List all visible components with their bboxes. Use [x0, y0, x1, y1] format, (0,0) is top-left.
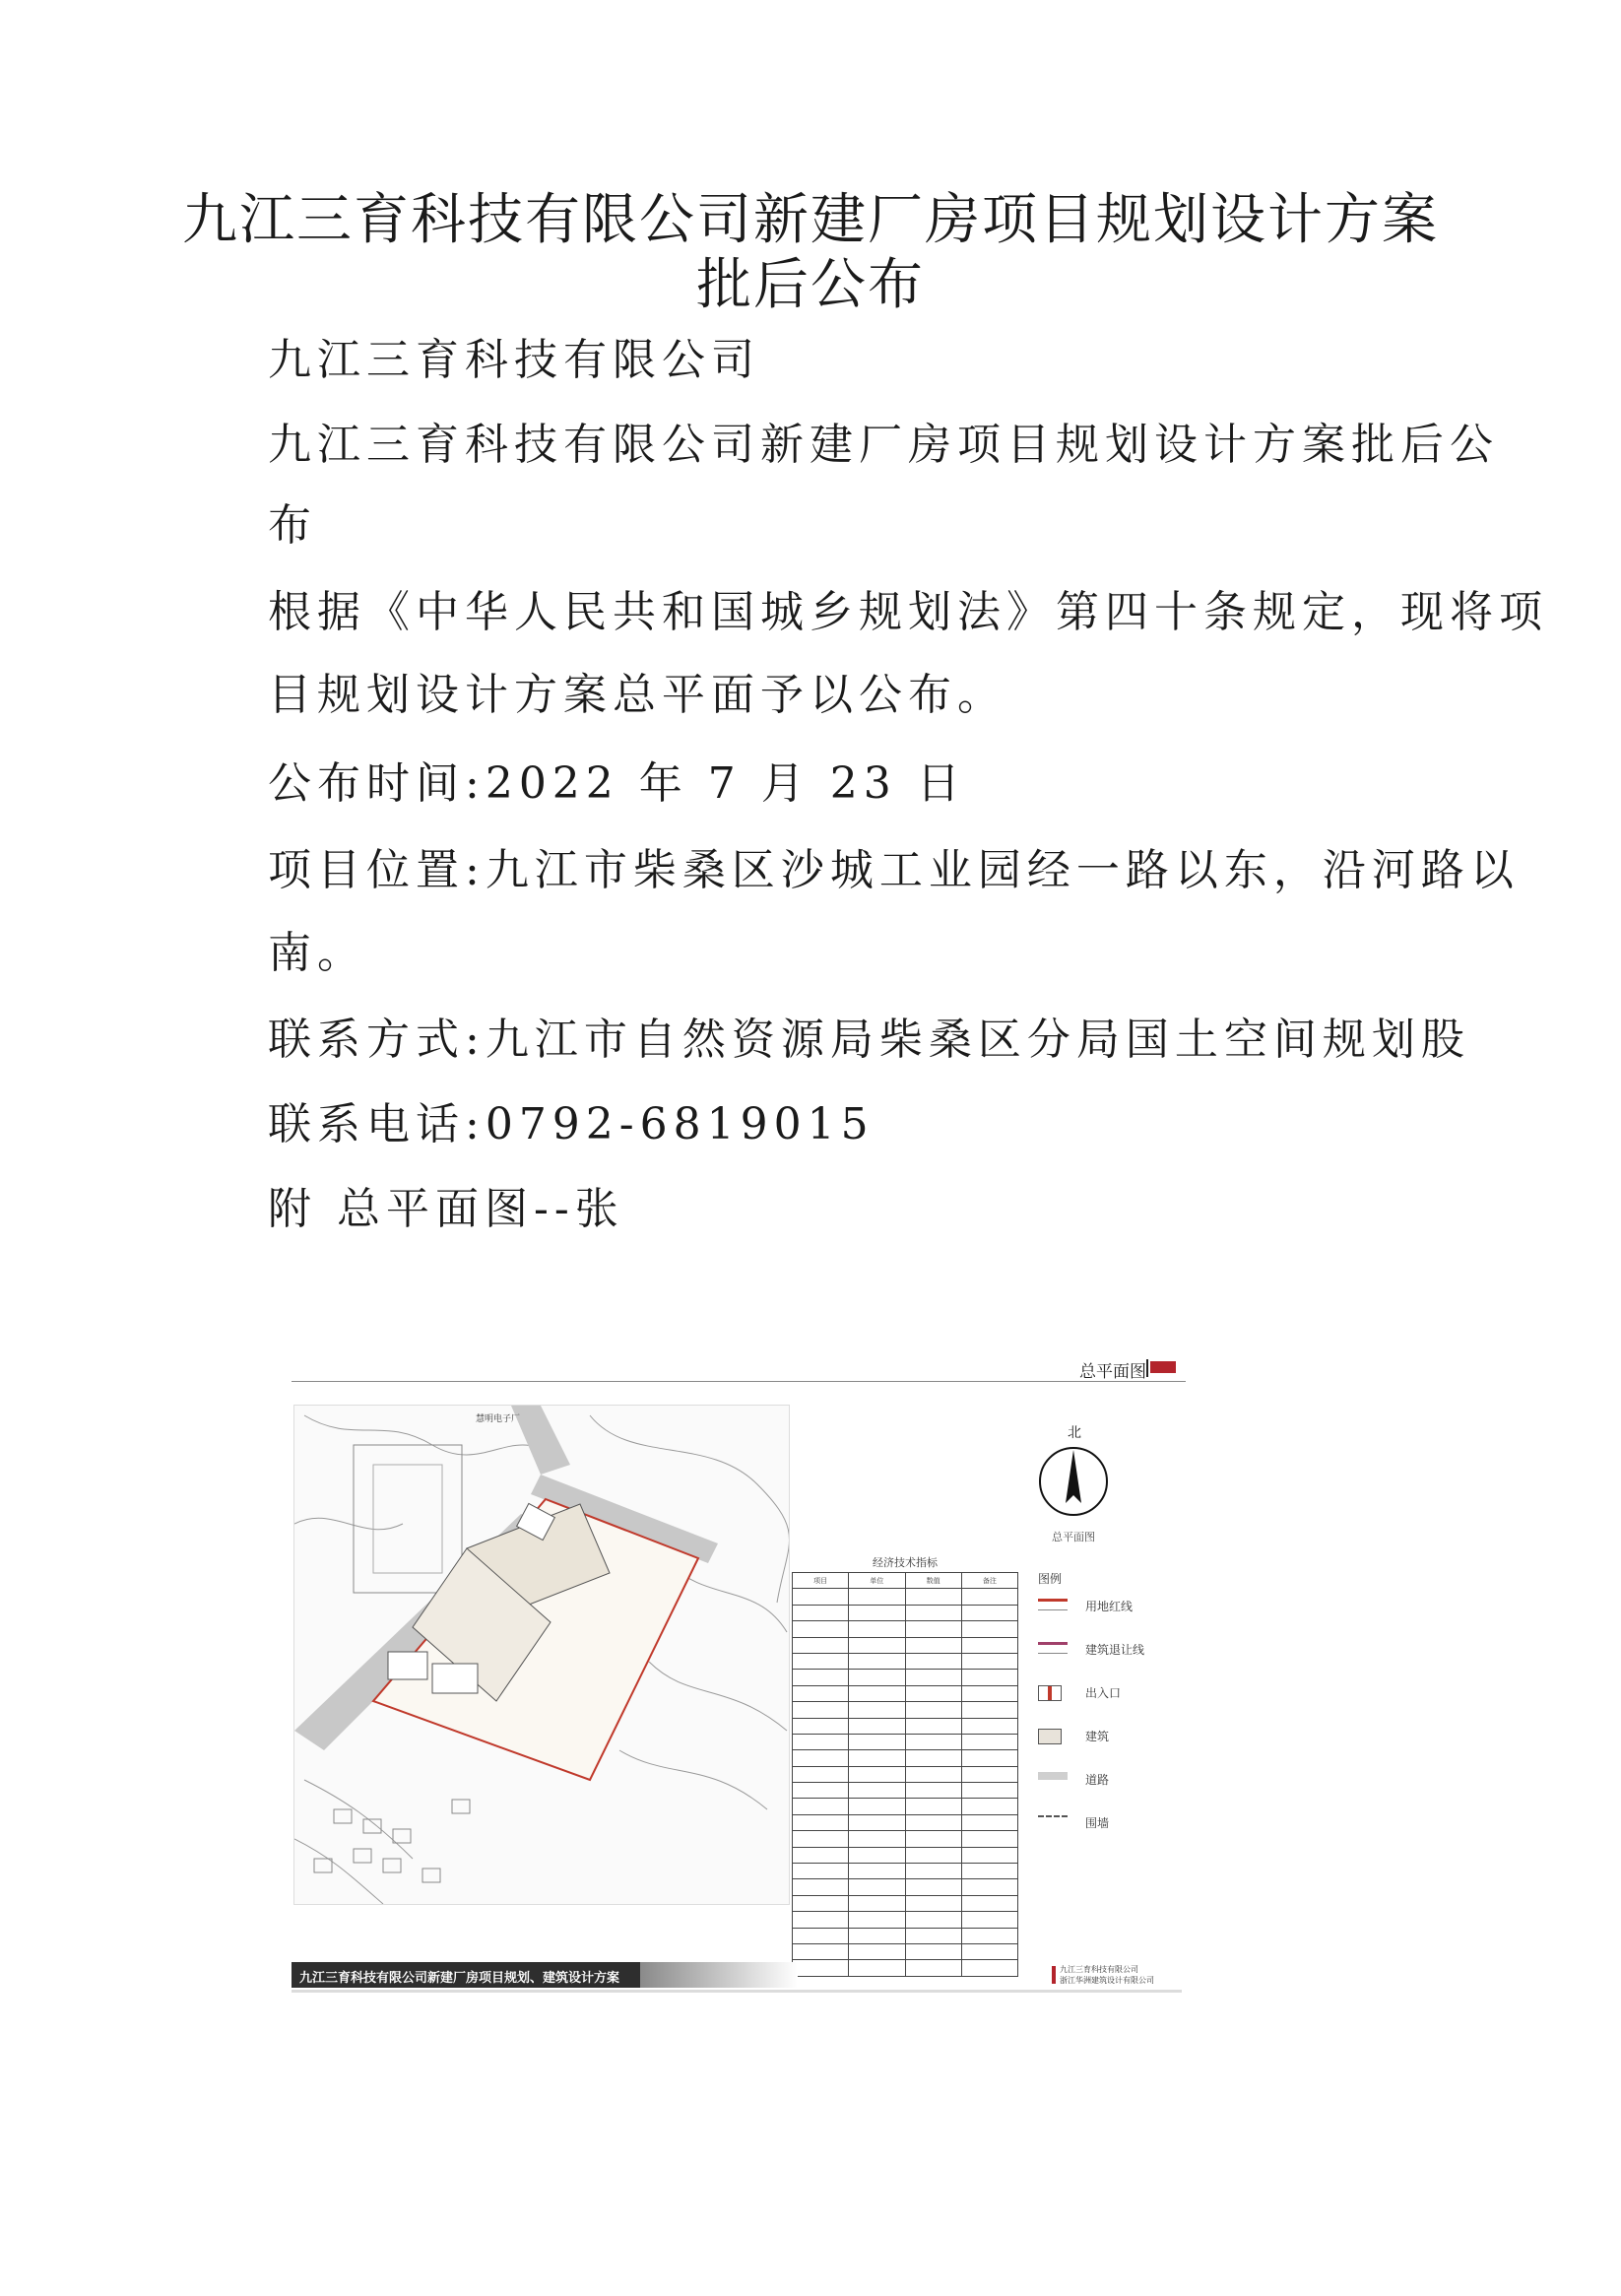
site-boundary-swatch — [1038, 1599, 1068, 1610]
th-value: 数值 — [905, 1573, 961, 1589]
setback-swatch — [1038, 1642, 1068, 1654]
site-plan-map — [293, 1405, 790, 1905]
entrance-icon — [1038, 1685, 1062, 1701]
legend-label: 用地红线 — [1085, 1600, 1134, 1613]
figure-footer-title: 九江三育科技有限公司新建厂房项目规划、建筑设计方案 — [299, 1971, 620, 1986]
road-swatch — [1038, 1772, 1068, 1780]
notice-title-line1: 九江三育科技有限公司新建厂房项目规划设计方案批后公 — [268, 420, 1499, 470]
legend-label: 道路 — [1085, 1773, 1110, 1787]
contact-phone: 联系电话:0792-6819015 — [268, 1099, 875, 1149]
legend-label: 建筑退让线 — [1085, 1643, 1145, 1657]
figure-header-rule — [292, 1381, 1186, 1382]
site-plan-figure — [292, 1345, 1186, 2001]
attachment-note: 附 总平面图--张 — [268, 1184, 624, 1234]
north-caption: 总平面图 — [1052, 1531, 1095, 1543]
figure-header-mark — [1150, 1361, 1176, 1373]
legend-item-setback — [1038, 1638, 1186, 1681]
sports-field-inner — [373, 1465, 442, 1573]
company-mark — [1052, 1966, 1056, 1984]
notice-title-line2: 布 — [268, 500, 317, 551]
tech-table-grid — [792, 1572, 1018, 1977]
location-line1: 项目位置:九江市柴桑区沙城工业园经一路以东，沿河路以 — [268, 845, 1520, 895]
figure-company-block — [1060, 1964, 1154, 1986]
plan-legend — [1038, 1570, 1186, 1855]
legend-item-site-boundary — [1038, 1595, 1186, 1638]
document-title-line2: 批后公布 — [696, 253, 925, 317]
building-swatch — [1038, 1729, 1062, 1744]
legend-item-road — [1038, 1768, 1186, 1811]
legend-label: 建筑 — [1085, 1730, 1110, 1743]
company-name: 九江三育科技有限公司 — [268, 335, 760, 385]
location-line2: 南。 — [268, 928, 366, 978]
north-arrow-icon — [1036, 1444, 1111, 1519]
contact-info: 联系方式:九江市自然资源局柴桑区分局国土空间规划股 — [268, 1015, 1470, 1065]
office-building — [388, 1652, 427, 1679]
figure-header-title: 总平面图 — [1079, 1362, 1146, 1382]
figure-footer-rule — [292, 1990, 1182, 1993]
th-note: 备注 — [961, 1573, 1017, 1589]
tech-indicator-table — [792, 1554, 1018, 1977]
basis-line1: 根据《中华人民共和国城乡规划法》第四十条规定，现将项 — [268, 587, 1548, 637]
legend-label: 出入口 — [1085, 1686, 1122, 1700]
figure-footer-fade — [640, 1962, 798, 1988]
client-company: 九江三育科技有限公司 — [1060, 1965, 1138, 1974]
th-item: 项目 — [793, 1573, 849, 1589]
figure-footer-bar — [292, 1962, 640, 1988]
neighbor-factory-label: 慧明电子厂 — [476, 1414, 521, 1424]
th-unit: 单位 — [849, 1573, 905, 1589]
dormitory-building — [432, 1664, 478, 1693]
legend-item-building — [1038, 1725, 1186, 1768]
legend-item-wall — [1038, 1811, 1186, 1855]
site-plan-drawing — [294, 1406, 789, 1904]
north-label: 北 — [1068, 1425, 1081, 1441]
nearby-houses — [314, 1800, 470, 1882]
legend-item-entrance — [1038, 1681, 1186, 1725]
wall-swatch — [1038, 1815, 1068, 1823]
legend-title: 图例 — [1038, 1572, 1063, 1586]
design-company: 浙江华洲建筑设计有限公司 — [1060, 1976, 1154, 1985]
legend-label: 围墙 — [1085, 1816, 1110, 1830]
basis-line2: 目规划设计方案总平面予以公布。 — [268, 670, 1006, 720]
publish-time: 公布时间:2022 年 7 月 23 日 — [268, 758, 966, 809]
document-title-line1: 九江三育科技有限公司新建厂房项目规划设计方案 — [182, 188, 1439, 252]
tech-table-caption: 经济技术指标 — [873, 1556, 938, 1569]
figure-header-separator — [1146, 1359, 1148, 1377]
sports-field — [354, 1445, 462, 1593]
